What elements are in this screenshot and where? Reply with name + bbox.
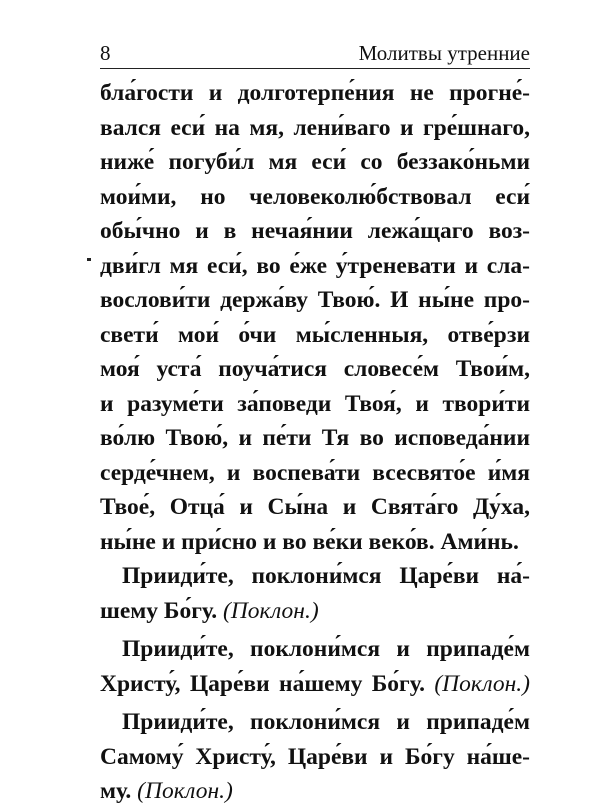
prayer-text (100, 76, 530, 809)
page-number: 8 (100, 41, 111, 65)
text-line: дви́гл мя еси́, во е́же у́треневати и сла- (100, 252, 530, 279)
verse-2-line-2 (100, 667, 530, 702)
header-rule (100, 68, 530, 69)
verse-3-line-2: Самому́ Христу́, Царе́ви и Бо́гу на́ше- (100, 743, 530, 770)
verse-3-line-3 (100, 774, 530, 809)
verse-1-line-1: Прииди́те, поклони́мся Царе́ви на́- (122, 563, 530, 589)
text-line: вался еси́ на мя, лени́ваго и гре́шнаго, (100, 114, 530, 141)
verse-3-line-1: Прииди́те, поклони́мся и припаде́м (122, 709, 530, 735)
text-line: серде́чнем, и воспева́ти всесвято́е и́мя (100, 459, 530, 486)
bow-note: (Поклон.) (137, 778, 233, 804)
text-line: во́лю Твою́, и пе́ти Тя во исповеда́нии (100, 425, 530, 451)
text-line: обы́чно и в нечая́нии лежа́щаго воз- (100, 218, 530, 244)
running-title: Молитвы утренние (358, 41, 530, 65)
text-line: вослови́ти держа́ву Твою́. И ны́не про- (100, 287, 530, 313)
text-line: свети́ мои́ о́чи мы́сленныя, отве́рзи (100, 321, 530, 348)
text-line: ны́не и при́сно и во ве́ки веко́в. Ами́нь. (100, 528, 519, 555)
text-line: Твое́, Отца́ и Сы́на и Свята́го Ду́ха, (100, 494, 530, 520)
bow-note: (Поклон.) (223, 597, 319, 624)
text-line: бла́гости и долготерпе́ния не прогне́- (100, 80, 530, 106)
bow-note: (Поклон.) (434, 670, 531, 697)
running-head (100, 36, 530, 64)
verse-2-text: Христу́, Царе́ви на́шему Бо́гу. (100, 670, 425, 697)
text-line: ниже́ погуби́л мя еси́ со беззако́ньми (100, 149, 530, 175)
verse-3-text: му. (100, 778, 132, 804)
text-line: и разуме́ти за́поведи Твоя́, и твори́ти (100, 390, 530, 417)
verse-1-line-2 (100, 594, 530, 629)
text-line: моя́ уста́ поуча́тися словесе́м Твои́м, (100, 356, 530, 382)
margin-mark (87, 258, 91, 261)
verse-2-line-1: Прииди́те, поклони́мся и припаде́м (122, 636, 530, 662)
verse-1-text: шему Бо́гу. (100, 597, 218, 624)
text-line: мои́ми, но человеколю́бствовал еси́ (100, 183, 530, 210)
